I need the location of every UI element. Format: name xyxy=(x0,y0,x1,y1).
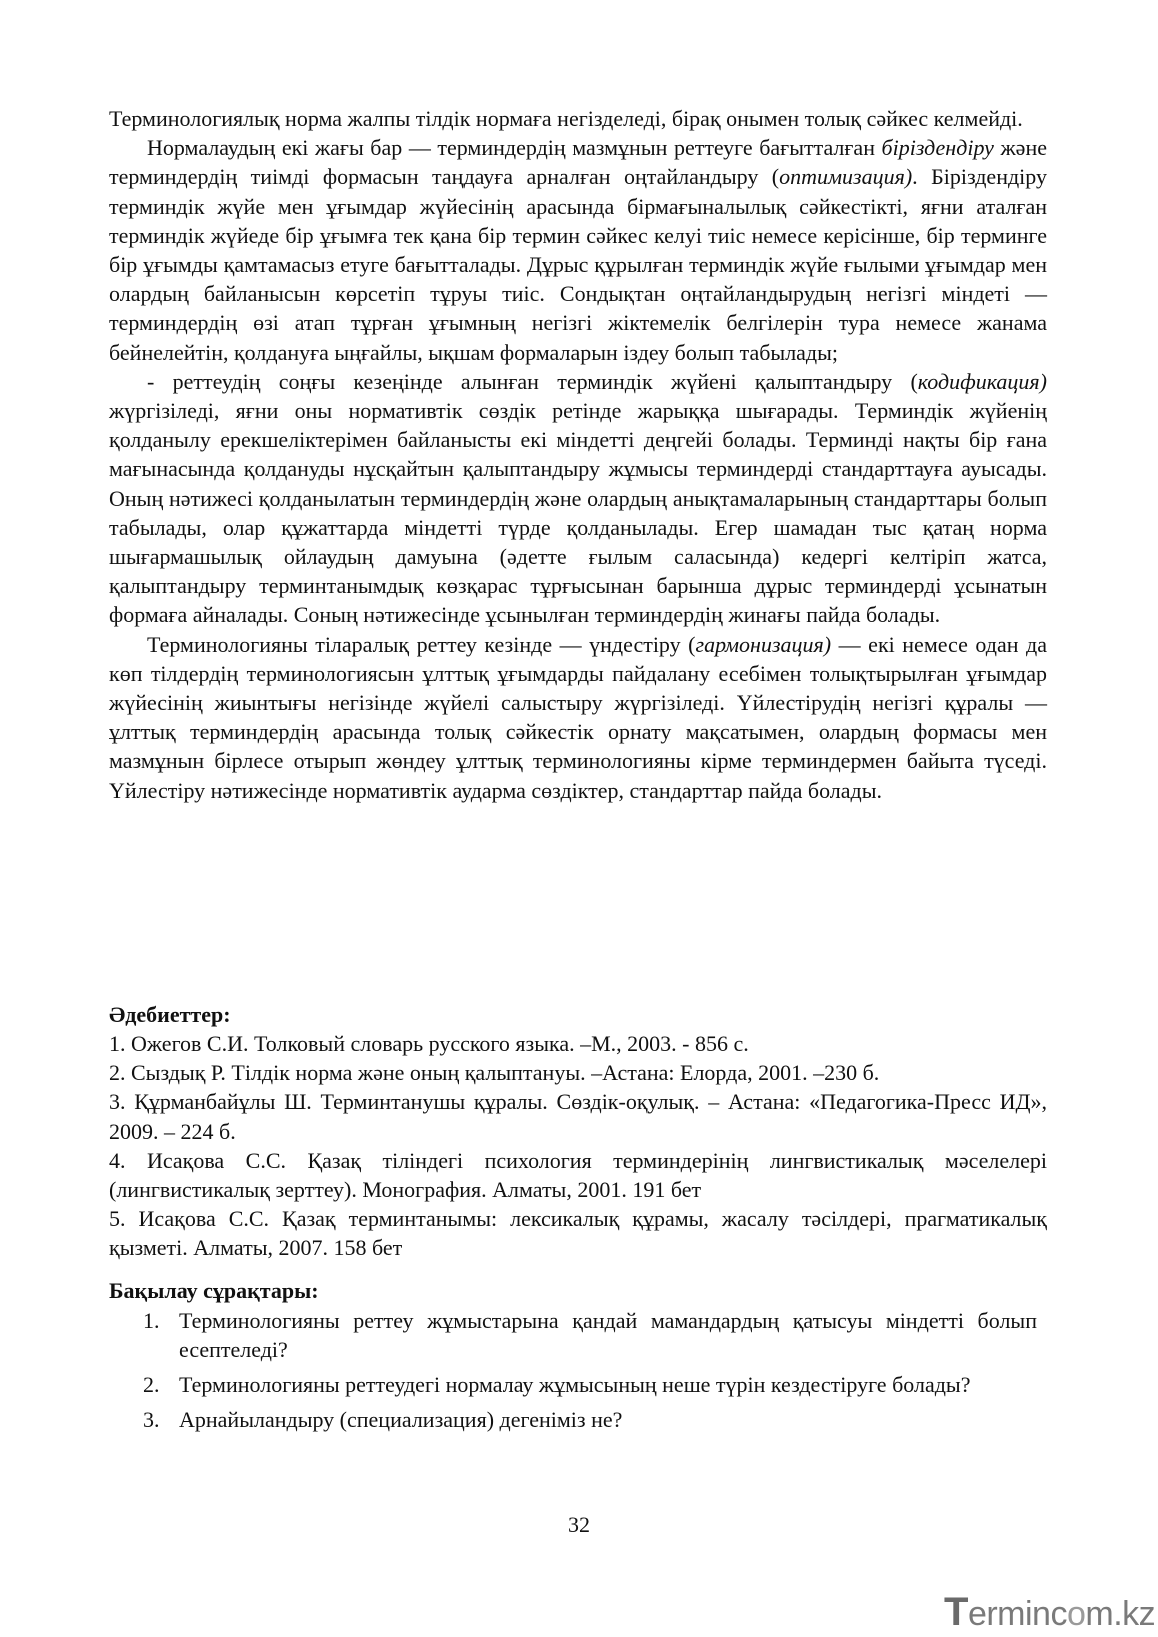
paragraph-4-part-a: Терминологияны тіларалық реттеу кезінде — үндестіру ( xyxy=(147,631,696,657)
references-list xyxy=(109,1029,1047,1263)
reference-item: 2. Сыздық Р. Тілдік норма және оның қалыптануы. –Астана: Елорда, 2001. –230 б. xyxy=(109,1060,880,1086)
paragraph-2-part-b: және терминдердің тиімді формасын таңдауға арналған оңтайландыру ( xyxy=(109,135,1047,190)
watermark-text-b: m.kz xyxy=(1085,1595,1156,1633)
reference-item: 4. Исақова С.С. Қазақ тіліндегі психология терминдерінің лингвистикалық мәселелері (лингвистикалық зерттеу). Монография. Алматы, 2001. 191 бет xyxy=(109,1147,1047,1203)
paragraph-3-part-a: - реттеудің соңғы кезеңінде алынған терминдік жүйені қалыптандыру ( xyxy=(147,368,918,394)
question-item xyxy=(109,1405,1047,1434)
term-unification: біріздендіру xyxy=(881,135,994,161)
paragraph-2-part-c: . Біріздендіру терминдік жүйе мен ұғымдар жүйесінің арасында бірмағыналылық сәйкестікті, яғни аталған терминдік жүйеде бір ұғымға тек қана бір термин сәйкес келуі тиіс немесе керісінше, бір терминге бір ұғымды қамтамасыз етуге бағытталады. Дұрыс құрылған терминдік жүйе ғылыми ұғымдар мен олардың байланысын көрсетіп тұруы тиіс. Сондықтан оңтайландырудың негізгі міндеті — терминдердің өзі атап тұрған ұғымның негізгі жіктемелік белгілерін тура немесе жанама бейнелейтін, қолдануға ыңғайлы, ықшам формаларын іздеу болып табылады; xyxy=(109,164,1047,365)
term-codification: кодификация) xyxy=(917,368,1047,394)
paragraph-4 xyxy=(109,630,1047,805)
question-item xyxy=(109,1306,1047,1364)
paragraph-3-part-b: жүргізіледі, яғни оны нормативтік сөздік ретінде жарыққа шығарады. Терминдік жүйенің қолданылу ерекшеліктерімен байланысты екі міндетті деңгейі болады. Терминді нақты бір ғана мағынасында қолдануды нұсқайтын қалыптандыру жұмысы терминдерді стандарттауға ауысады. Оның нәтижесі қолданылатын терминдердің және олардың анықтамаларының стандарттары болып табылады, олар құжаттарда міндетті түрде қолданылады. Егер шамадан тыс қатаң норма шығармашылық ойлаудың дамуына (әдетте ғылым саласында) кедергі келтіріп жатса, қалыптандыру терминтанымдық көзқарас тұрғысынан барынша дұрыс терминдерді ұсынатын формаға айналады. Соның нәтижесінде ұсынылған терминдердің жинағы пайда болады. xyxy=(109,398,1047,628)
question-text: Арнайыландыру (специализация) дегеніміз не? xyxy=(179,1407,623,1432)
reference-item: 5. Исақова С.С. Қазақ терминтанымы: лексикалық құрамы, жасалу тәсілдері, прагматикалық қызметі. Алматы, 2007. 158 бет xyxy=(109,1206,1047,1261)
question-number: 2. xyxy=(143,1372,160,1397)
question-number: 1. xyxy=(143,1308,160,1333)
questions-heading: Бақылау сұрақтары: xyxy=(109,1278,319,1303)
watermark-letter-o: o xyxy=(1066,1595,1086,1633)
reference-item: 3. Құрманбайұлы Ш. Терминтанушы құралы. Сөздік-оқулық. – Астана: «Педагогика-Пресс ИД», 2009. – 224 б. xyxy=(109,1089,1047,1144)
references-heading: Әдебиеттер: xyxy=(109,1002,231,1027)
question-text: Терминологияны реттеу жұмыстарына қандай мамандардың қатысуы міндетті болып есептеледі? xyxy=(179,1308,1037,1362)
paragraph-2-part-a: Нормалаудың екі жағы бар — терминдердің мазмұнын реттеуге бағытталған xyxy=(147,135,882,161)
paragraph-2 xyxy=(109,133,1047,367)
page-number: 32 xyxy=(568,1512,590,1537)
term-optimization: оптимизация) xyxy=(779,164,913,190)
reference-item: 1. Ожегов С.И. Толковый словарь русского языка. –М., 2003. - 856 с. xyxy=(109,1031,749,1056)
termincom-watermark xyxy=(944,1590,1155,1635)
questions-list xyxy=(109,1306,1047,1440)
body-text xyxy=(109,104,1047,805)
watermark-text-a: erminc xyxy=(967,1595,1067,1633)
paragraph-1: Терминологиялық норма жалпы тілдік нормаға негізделеді, бірақ онымен толық сәйкес келмейді. xyxy=(109,106,1023,131)
term-harmonization: гармонизация) xyxy=(695,631,832,657)
question-number: 3. xyxy=(143,1407,160,1432)
watermark-letter-t: T xyxy=(944,1590,968,1634)
question-text: Терминологияны реттеудегі нормалау жұмысының неше түрін кездестіруге болады? xyxy=(179,1372,971,1397)
paragraph-3 xyxy=(109,367,1047,630)
question-item xyxy=(109,1370,1047,1399)
paragraph-4-part-b: — екі немесе одан да көп тілдердің терминологиясын ұлттық ұғымдарды пайдалану есебімен толықтырылған ұғымдар жүйесінің жиынтығы негізінде жүйелі салыстыру жүргізіледі. Үйлестірудің негізгі құралы — ұлттық терминдердің арасында толық сәйкестік орнату мақсатымен, олардың формасы мен мазмұнын бірлесе отырып жөндеу ұлттық терминологияны кірме терминдермен байыта түседі. Үйлестіру нәтижесінде нормативтік аударма сөздіктер, стандарттар пайда болады. xyxy=(109,631,1047,803)
